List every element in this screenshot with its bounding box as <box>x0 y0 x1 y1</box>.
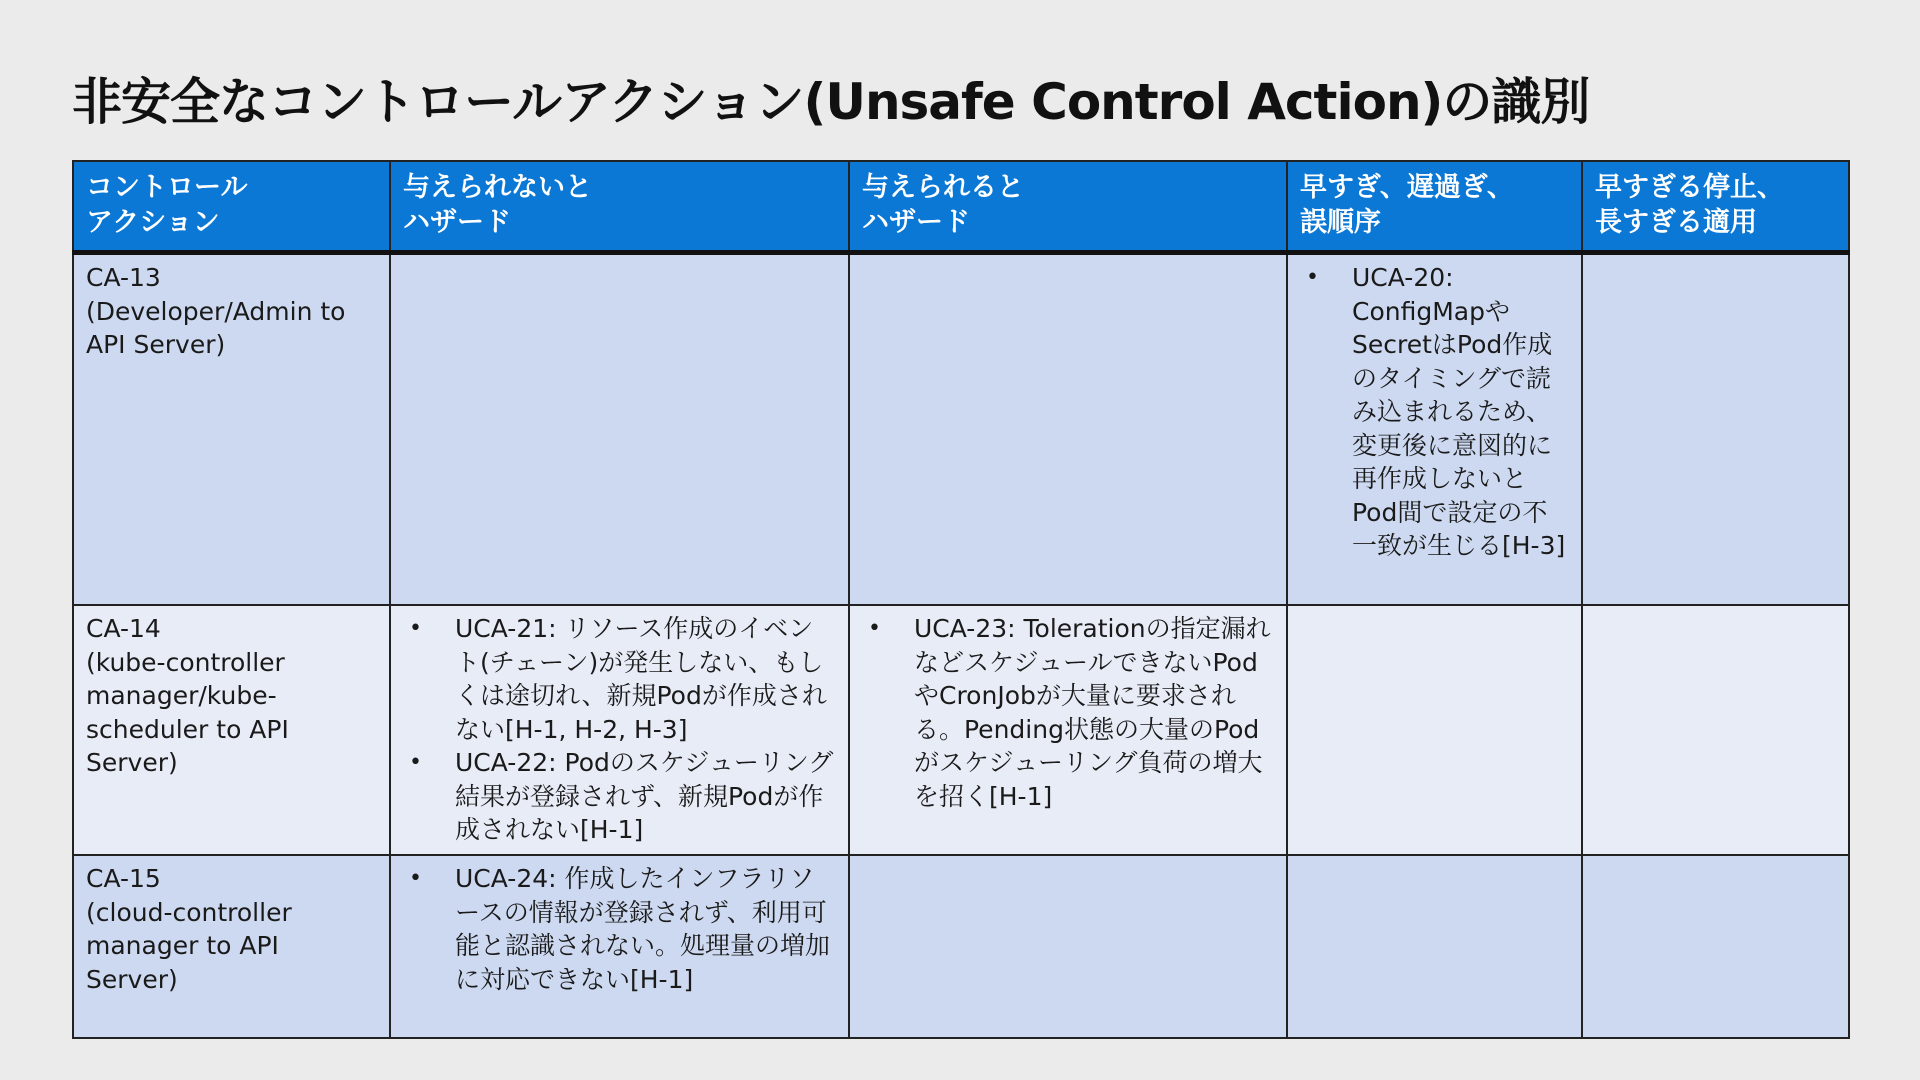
bullet-icon: • <box>1306 265 1319 290</box>
not-provided-cell <box>390 855 849 1038</box>
uca-text: UCA-22: Podのスケジューリング結果が登録されず、新規Podが作成されない[H-1] <box>455 748 834 844</box>
table-row <box>73 253 1849 606</box>
uca-list <box>1300 261 1569 563</box>
list-item <box>1300 261 1569 563</box>
header-not-provided: 与えられないと ハザード <box>390 161 849 253</box>
bullet-icon: • <box>409 616 422 641</box>
control-action-desc: (kube-controller manager/kube-scheduler to API Server) <box>86 647 289 777</box>
bullet-icon: • <box>409 750 422 775</box>
control-action-desc: (Developer/Admin to API Server) <box>86 296 346 359</box>
page-title: 非安全なコントロールアクション(Unsafe Control Action)の識別 <box>72 73 1590 131</box>
not-provided-cell <box>390 253 849 606</box>
list-item <box>403 862 836 996</box>
timing-cell <box>1287 605 1582 855</box>
control-action-id: CA-14 <box>86 614 161 643</box>
control-action-cell <box>73 855 390 1038</box>
not-provided-cell <box>390 605 849 855</box>
control-action-cell <box>73 253 390 606</box>
bullet-icon: • <box>868 616 881 641</box>
uca-table <box>72 160 1850 1039</box>
list-item <box>862 612 1274 813</box>
header-control-action: コントロール アクション <box>73 161 390 253</box>
bullet-icon: • <box>409 866 422 891</box>
duration-cell <box>1582 605 1849 855</box>
header-timing: 早すぎ、遅過ぎ、 誤順序 <box>1287 161 1582 253</box>
header-provided: 与えられると ハザード <box>849 161 1287 253</box>
uca-list <box>862 612 1274 813</box>
uca-list <box>403 612 836 847</box>
control-action-id: CA-15 <box>86 864 161 893</box>
uca-text: UCA-23: Tolerationの指定漏れなどスケジュールできないPodやCronJobが大量に要求される。Pending状態の大量のPodがスケジューリング負荷の増大を招く[H-1] <box>914 614 1271 811</box>
control-action-cell <box>73 605 390 855</box>
control-action-desc: (cloud-controller manager to API Server) <box>86 897 292 994</box>
uca-text: UCA-21: リソース作成のイベント(チェーン)が発生しない、もしくは途切れ、新規Podが作成されない[H-1, H-2, H-3] <box>455 614 827 744</box>
uca-list <box>403 862 836 996</box>
uca-text: UCA-24: 作成したインフラリソースの情報が登録されず、利用可能と認識されない。処理量の増加に対応できない[H-1] <box>455 864 831 994</box>
header-row <box>73 161 1849 253</box>
list-item <box>403 612 836 746</box>
list-item <box>403 746 836 847</box>
duration-cell <box>1582 855 1849 1038</box>
duration-cell <box>1582 253 1849 606</box>
timing-cell <box>1287 253 1582 606</box>
table-row <box>73 605 1849 855</box>
provided-cell <box>849 855 1287 1038</box>
table-row <box>73 855 1849 1038</box>
header-duration: 早すぎる停止、 長すぎる適用 <box>1582 161 1849 253</box>
provided-cell <box>849 605 1287 855</box>
uca-text: UCA-20: ConfigMapやSecretはPod作成のタイミングで読み込まれるため、変更後に意図的に再作成しないとPod間で設定の不一致が生じる[H-3] <box>1352 263 1566 560</box>
timing-cell <box>1287 855 1582 1038</box>
provided-cell <box>849 253 1287 606</box>
control-action-id: CA-13 <box>86 263 161 292</box>
